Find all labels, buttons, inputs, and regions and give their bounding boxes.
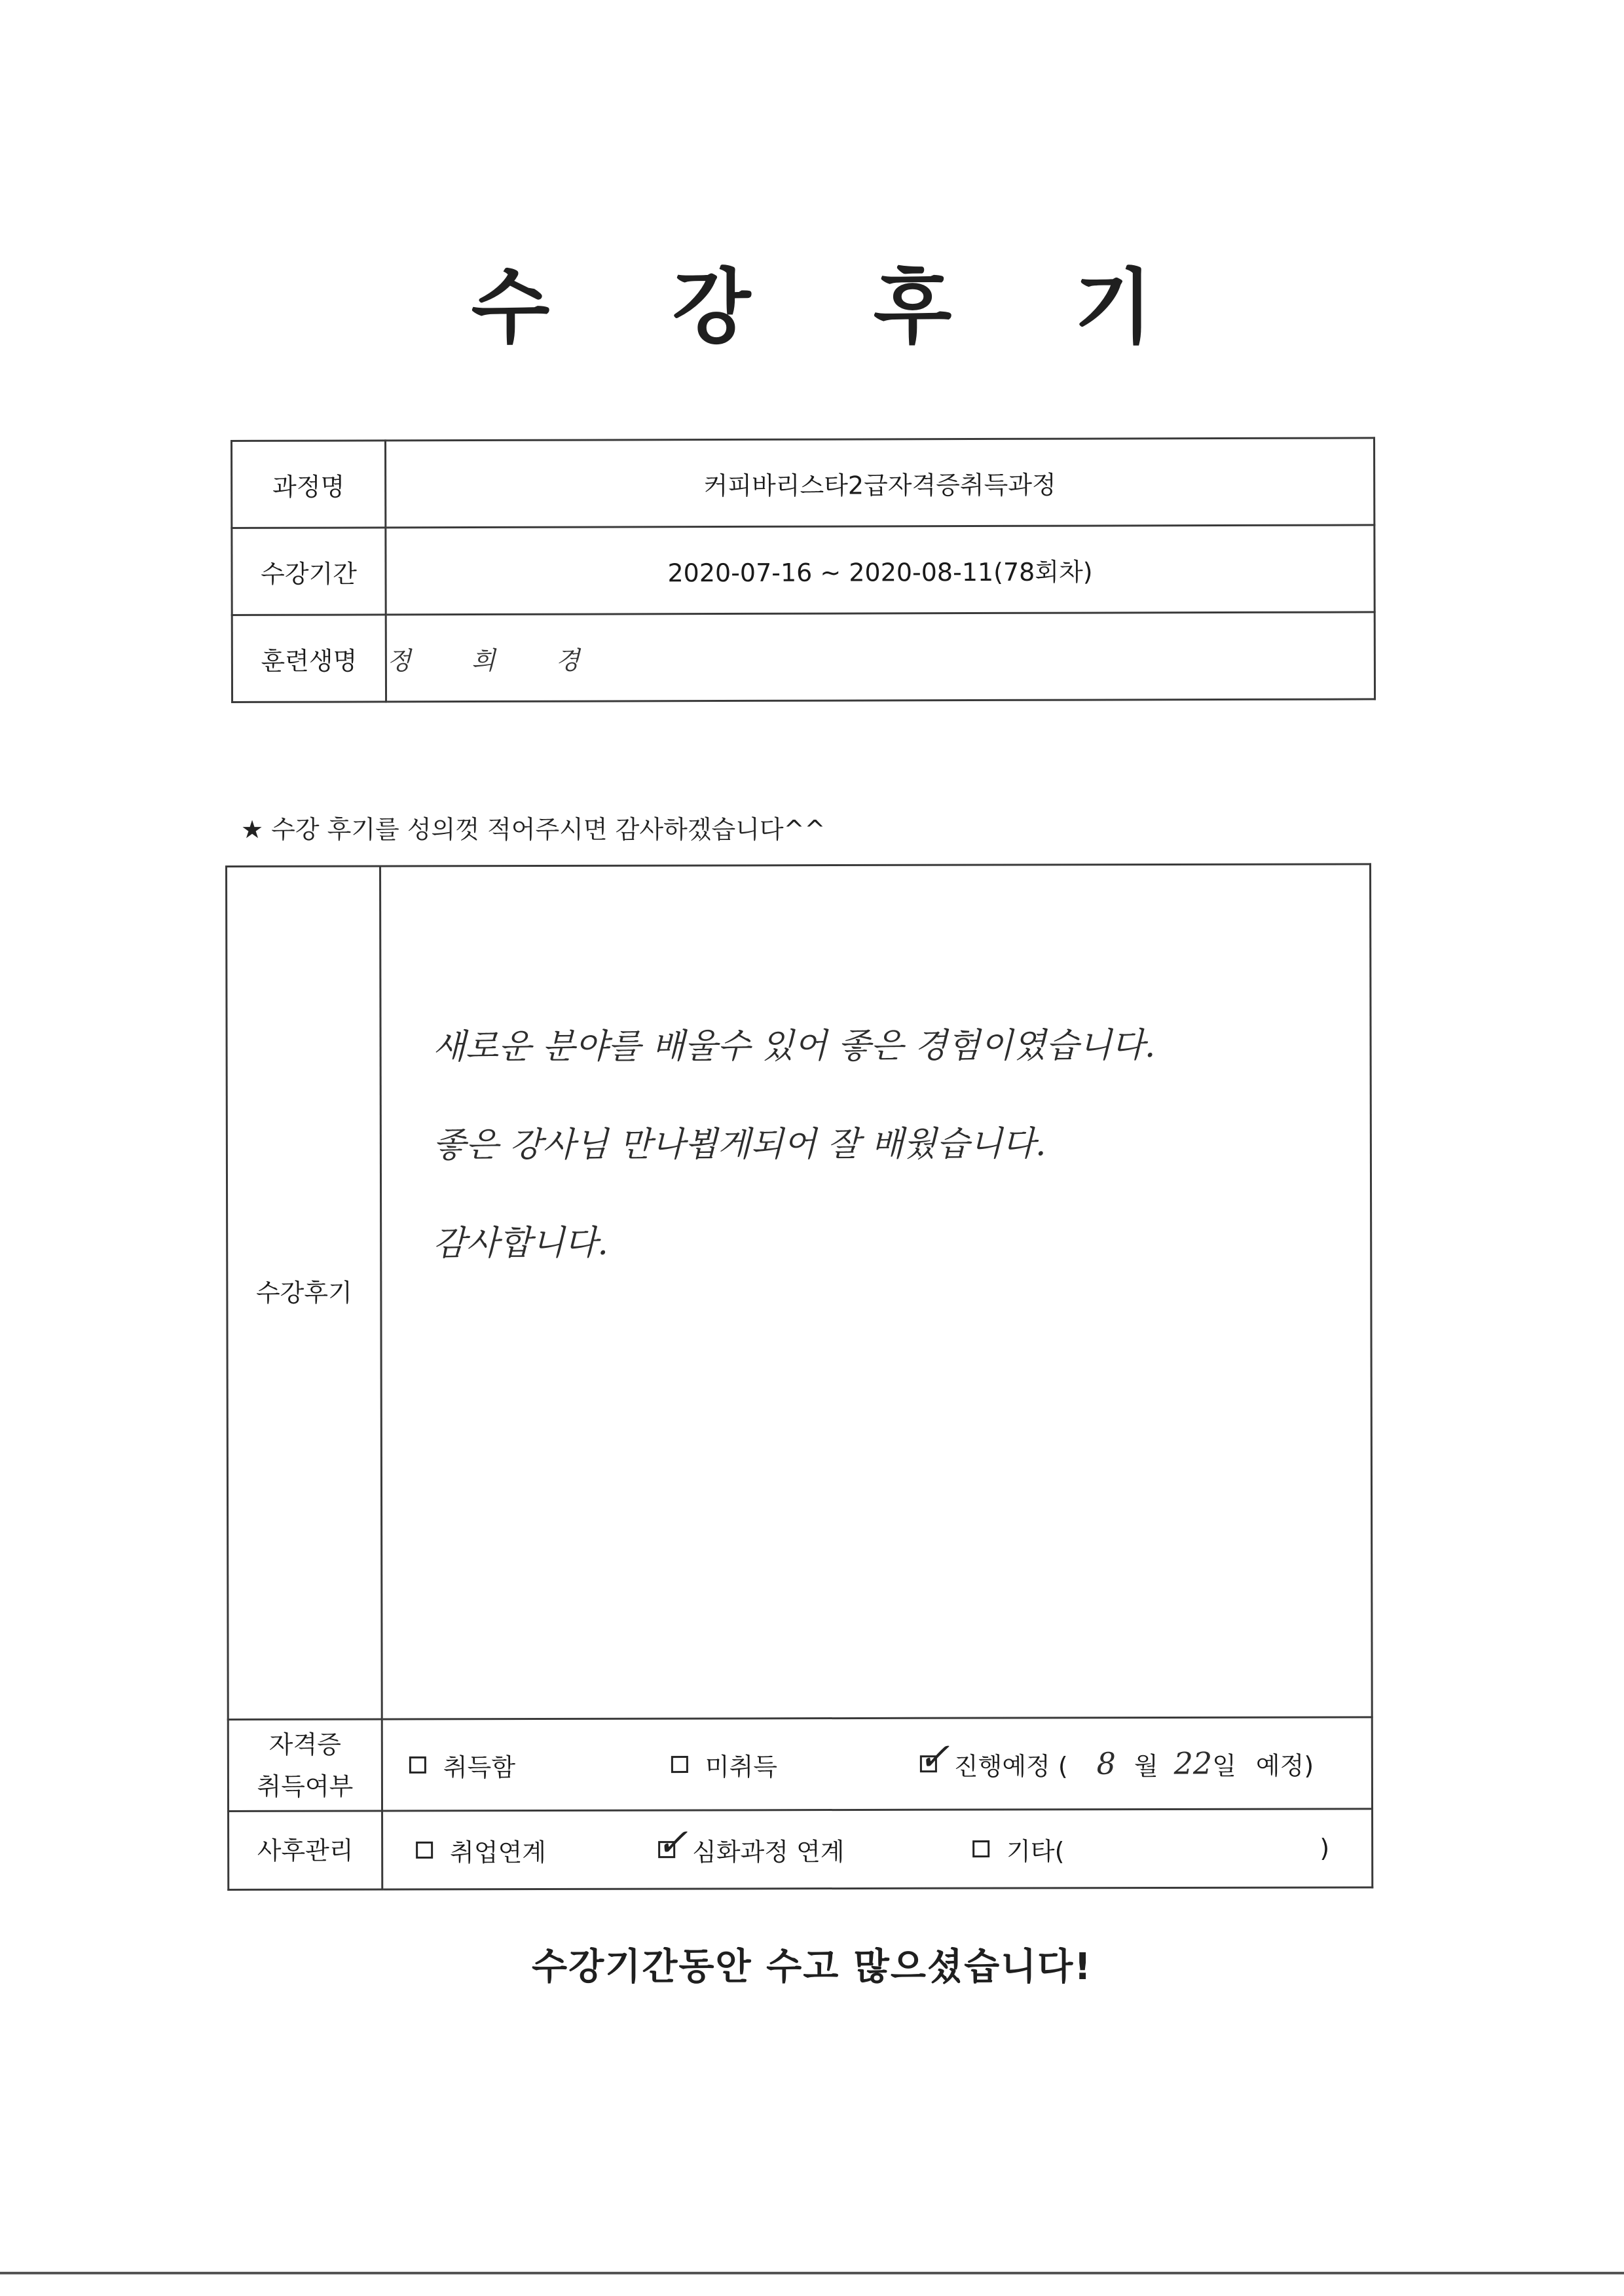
trainee-name-handwritten[interactable]: 정 희 경 bbox=[386, 612, 1375, 702]
course-value: 커피바리스타2급자격증취득과정 bbox=[386, 438, 1375, 528]
certificate-options bbox=[382, 1717, 1372, 1811]
other-close: ) bbox=[1320, 1833, 1330, 1863]
course-label: 과정명 bbox=[232, 441, 386, 528]
review-label: 수강후기 bbox=[227, 866, 382, 1719]
period-label: 수강기간 bbox=[232, 528, 386, 615]
checkmark-icon: ✓ bbox=[656, 1820, 688, 1865]
course-info-table bbox=[231, 437, 1376, 703]
month-unit: 월 bbox=[1134, 1751, 1158, 1781]
instruction-notice: ★ 수강 후기를 성의껏 적어주시면 감사하겠습니다^^ bbox=[241, 815, 826, 844]
trainee-label: 훈련생명 bbox=[232, 615, 386, 702]
page-bottom-divider bbox=[0, 2272, 1624, 2274]
certificate-row bbox=[228, 1717, 1372, 1812]
advanced-course-checkbox[interactable] bbox=[656, 1820, 688, 1865]
review-line-2: 좋은 강사님 만나뵙게되어 잘 배웠습니다. bbox=[432, 1124, 1046, 1165]
period-value: 2020-07-16 ~ 2020-08-11(78회차) bbox=[386, 525, 1375, 615]
option-not-acquired[interactable] bbox=[671, 1746, 777, 1782]
aftercare-label: 사후관리 bbox=[229, 1811, 382, 1889]
acquired-checkbox[interactable] bbox=[409, 1757, 426, 1774]
planned-month[interactable]: 8 bbox=[1096, 1745, 1116, 1781]
advanced-course-label: 심화과정 연계 bbox=[692, 1837, 845, 1867]
option-job-link[interactable] bbox=[416, 1832, 546, 1868]
trainee-row bbox=[232, 612, 1375, 702]
in-progress-label: 진행예정 ( bbox=[953, 1751, 1068, 1781]
course-row bbox=[232, 438, 1375, 528]
not-acquired-label: 미취득 bbox=[705, 1752, 778, 1781]
in-progress-checkbox[interactable] bbox=[917, 1734, 950, 1779]
certificate-label-line1: 자격증 bbox=[268, 1730, 341, 1759]
review-text-area[interactable] bbox=[380, 864, 1373, 1719]
review-line-3: 감사합니다. bbox=[433, 1223, 608, 1264]
option-acquired[interactable] bbox=[409, 1747, 515, 1783]
job-link-checkbox[interactable] bbox=[416, 1842, 433, 1859]
page-title: 수 강 후 기 bbox=[471, 261, 1200, 355]
certificate-label-line2: 취득여부 bbox=[257, 1772, 354, 1801]
checkmark-icon: ✓ bbox=[917, 1734, 950, 1779]
option-in-progress[interactable] bbox=[917, 1734, 1314, 1782]
review-row bbox=[227, 864, 1373, 1720]
aftercare-options bbox=[382, 1809, 1373, 1889]
acquired-label: 취득함 bbox=[443, 1753, 516, 1782]
other-label: 기타( bbox=[1006, 1836, 1065, 1866]
planned-suffix: 예정) bbox=[1255, 1751, 1314, 1780]
not-acquired-checkbox[interactable] bbox=[671, 1756, 688, 1773]
review-handwriting bbox=[432, 996, 1363, 1292]
closing-message: 수강기간동안 수고 많으셨습니다! bbox=[532, 1946, 1092, 1988]
review-line-1: 새로운 분야를 배울수 있어 좋은 경험이였습니다. bbox=[432, 1026, 1156, 1067]
option-advanced-course[interactable] bbox=[656, 1820, 845, 1868]
aftercare-row bbox=[229, 1809, 1373, 1890]
other-checkbox[interactable] bbox=[972, 1840, 989, 1857]
job-link-label: 취업연계 bbox=[450, 1837, 547, 1867]
option-other[interactable] bbox=[972, 1830, 1329, 1867]
certificate-label bbox=[228, 1719, 382, 1811]
day-unit: 일 bbox=[1212, 1751, 1236, 1780]
planned-day[interactable]: 22 bbox=[1173, 1745, 1213, 1781]
period-row bbox=[232, 525, 1375, 615]
review-table bbox=[225, 863, 1373, 1891]
